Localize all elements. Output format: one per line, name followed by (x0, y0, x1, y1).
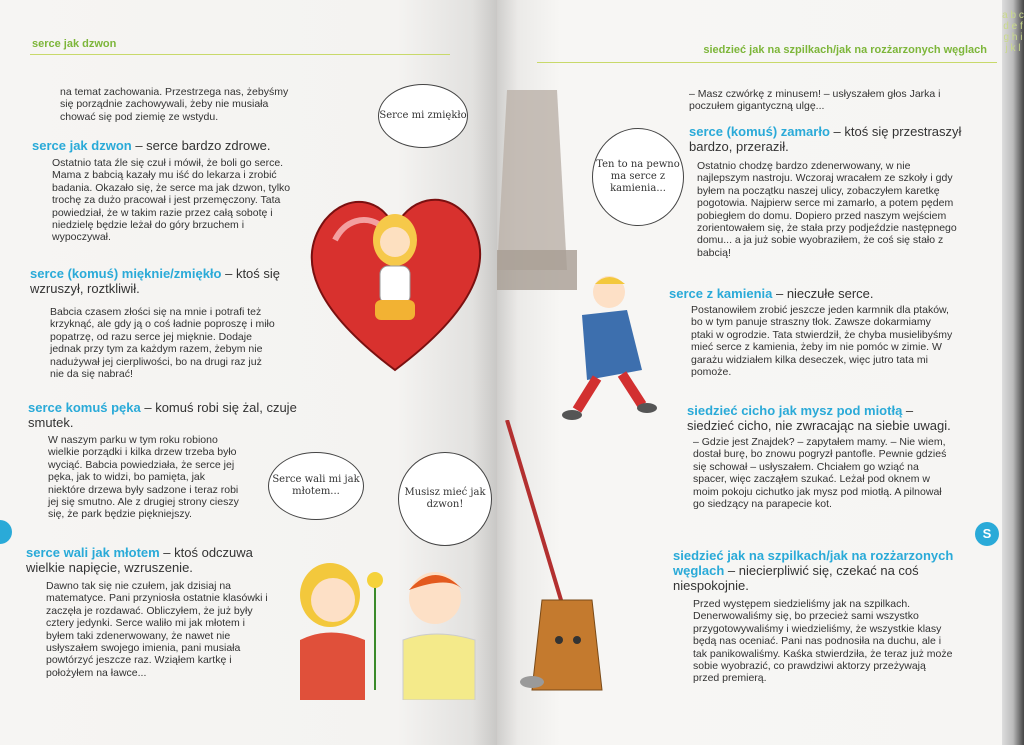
entry-keyword: serce z kamienia (669, 286, 773, 301)
entry-heading (689, 124, 964, 154)
entry-keyword: serce jak dzwon (32, 138, 132, 153)
entry-definition: – ktoś odczuwa wielkie napięcie, wzruszenie. (26, 545, 253, 575)
entry-keyword: serce komuś pęka (28, 400, 141, 415)
left-intro: na temat zachowania. Przestrzega nas, żebyśmy się porządnie zachowywali, żeby nie musiała chować się pod ziemię ze wstydu. (60, 86, 289, 123)
stone-statue-illustration (497, 80, 597, 300)
entry-heading (32, 138, 302, 153)
entry-keyword: siedzieć jak na szpilkach/jak na rozżarzonych węglach (673, 548, 954, 578)
right-page (497, 0, 1024, 745)
entry-heading (669, 286, 959, 301)
page-number: S (975, 522, 999, 546)
left-page (0, 0, 497, 745)
speech-bubble: Serce mi zmiękło (378, 84, 468, 148)
left-page-tab (0, 520, 12, 544)
entry-heading (26, 545, 276, 575)
entry-example: Babcia czasem złości się na mnie i potrafi też krzyknąć, ale gdy ją o coś ładnie poproszę i miło popatrzę, od razu serce jej mięknie. Dodaje jednak przy tym za każdym razem, żebym nie nadużywał jej cierpliwości, bo na drugi raz już nie da się nabrać! (50, 306, 275, 381)
right-header-rule (537, 62, 997, 63)
entry-definition: – siedzieć cicho, nie zwracając na siebie uwagi. (687, 403, 951, 433)
entry-definition: – ktoś się wzruszył, roztkliwił. (30, 266, 281, 296)
entry-heading (28, 400, 318, 430)
entry-example: Ostatnio chodzę bardzo zdenerwowany, w nie najlepszym nastroju. Wczoraj wracałem ze szkoły i gdy byłem na początku naszej ulicy, zobaczyłem karetkę pogotowia. Najpierw serce mi zamarło, a potem pędem pobiegłem do domu. Dopiero przed naszym wejściem zorientowałem się, że stała przy podjeździe następnego domu... a ja już sobie wyobraziłem, że coś się stało z babcią! (697, 160, 957, 259)
right-intro: – Masz czwórkę z minusem! – usłyszałem głos Jarka i poczułem gigantyczną ulgę... (689, 88, 941, 113)
entry-keyword: serce wali jak młotem (26, 545, 160, 560)
entry-example: Postanowiłem zrobić jeszcze jeden karmnik dla ptaków, bo w tym panuje straszny tłok. Zawsze dokarmiamy ptaki w ogrodzie. Tata stwierdził, że chyba musielibyśmy mieć serce z kamienia, żeby im nie pomóc w zimie. W garażu widziałem kilka deseczek, więc jutro tata mi pomoże. (691, 304, 953, 379)
entry-example: Ostatnio tata źle się czuł i mówił, że boli go serce. Mama z babcią kazały mu iść do lekarza i zrobić badania. Okazało się, że serce ma jak dzwon, tylko trochę za dużo pracował i jest przemęczony. Tata powiedział, że w takim razie przez całą sobotę i niedzielę będzie leżał do góry brzuchem i wypoczywał. (52, 157, 291, 244)
speech-bubble: Serce wali mi jak młotem... (268, 452, 364, 520)
entry-example: Dawno tak się nie czułem, jak dzisiaj na matematyce. Pani przyniosła ostatnie klasówki i zaczęła je rozdawać. Obliczyłem, że już były cztery jedynki. Serce waliło mi jak młotem i byłem taki zdenerwowany, że nawet nie usłyszałem swojego imienia, pani musiała powtórzyć jeszcze raz. Wziąłem kartkę i położyłem na ławce... (46, 580, 268, 679)
heart-girl-illustration (295, 180, 495, 380)
entry-heading (30, 266, 300, 296)
left-header: serce jak dzwon (32, 38, 117, 50)
entry-keyword: siedzieć cicho jak mysz pod miotłą (687, 403, 903, 418)
entry-definition: – ktoś się przestraszył bardzo, przeraził. (689, 124, 962, 154)
speech-bubble: Ten to na pewno ma serce z kamienia... (592, 128, 684, 226)
entry-example: W naszym parku w tym roku robiono wielkie porządki i kilka drzew trzeba było wyciąć. Babcia powiedziała, że serce jej pęka, jak to widzi, bo pamięta, jak niektóre drzewa były sadzone i teraz robi jej się smutno. Ale z drugiej strony cieszy się, że park będzie piękniejszy. (48, 434, 239, 521)
entry-heading (687, 403, 962, 433)
entry-keyword: serce (komuś) zamarło (689, 124, 830, 139)
entry-heading (673, 548, 963, 593)
entry-keyword: serce (komuś) mięknie/zmiękło (30, 266, 222, 281)
entry-definition: – niecierpliwić się, czekać na coś niespokojnie. (673, 563, 919, 593)
edge-letters: a b c d e f g h i j k l (1002, 10, 1024, 54)
broom-mouse-illustration (497, 420, 607, 700)
walking-boy-illustration (547, 270, 667, 430)
thumb-index-edge (1002, 0, 1024, 745)
entry-definition: – komuś robi się żal, czuje smutek. (28, 400, 297, 430)
kids-illustration (285, 540, 485, 700)
speech-bubble: Musisz mieć jak dzwon! (398, 452, 492, 546)
entry-definition: – serce bardzo zdrowe. (131, 138, 271, 153)
entry-example: – Gdzie jest Znajdek? – zapytałem mamy. – Nie wiem, dostał burę, bo znowu pogryzł pantofle. Pewnie gdzieś się schował – usłyszałem. Chciałem go wziąć na spacer, więc zacząłem szukać. Leżał pod oknem w moim pokoju cichutko jak mysz pod miotłą. A pilnował go siedzący na parapecie kot. (693, 436, 947, 511)
entry-definition: – nieczułe serce. (772, 286, 874, 301)
entry-example: Przed występem siedzieliśmy jak na szpilkach. Denerwowaliśmy się, bo przecież sami wszystko przygotowywaliśmy i wiedzieliśmy, że wszystkie klasy będą nas oceniać. Pani nas podnosiła na duchu, ale i tak panikowaliśmy. Kaśka stwierdziła, że teraz już może sobie wyobrazić, co prawdziwi aktorzy przeżywają przed premierą. (693, 598, 953, 685)
right-header: siedzieć jak na szpilkach/jak na rozżarzonych węglach (703, 44, 987, 56)
left-header-rule (30, 54, 450, 55)
